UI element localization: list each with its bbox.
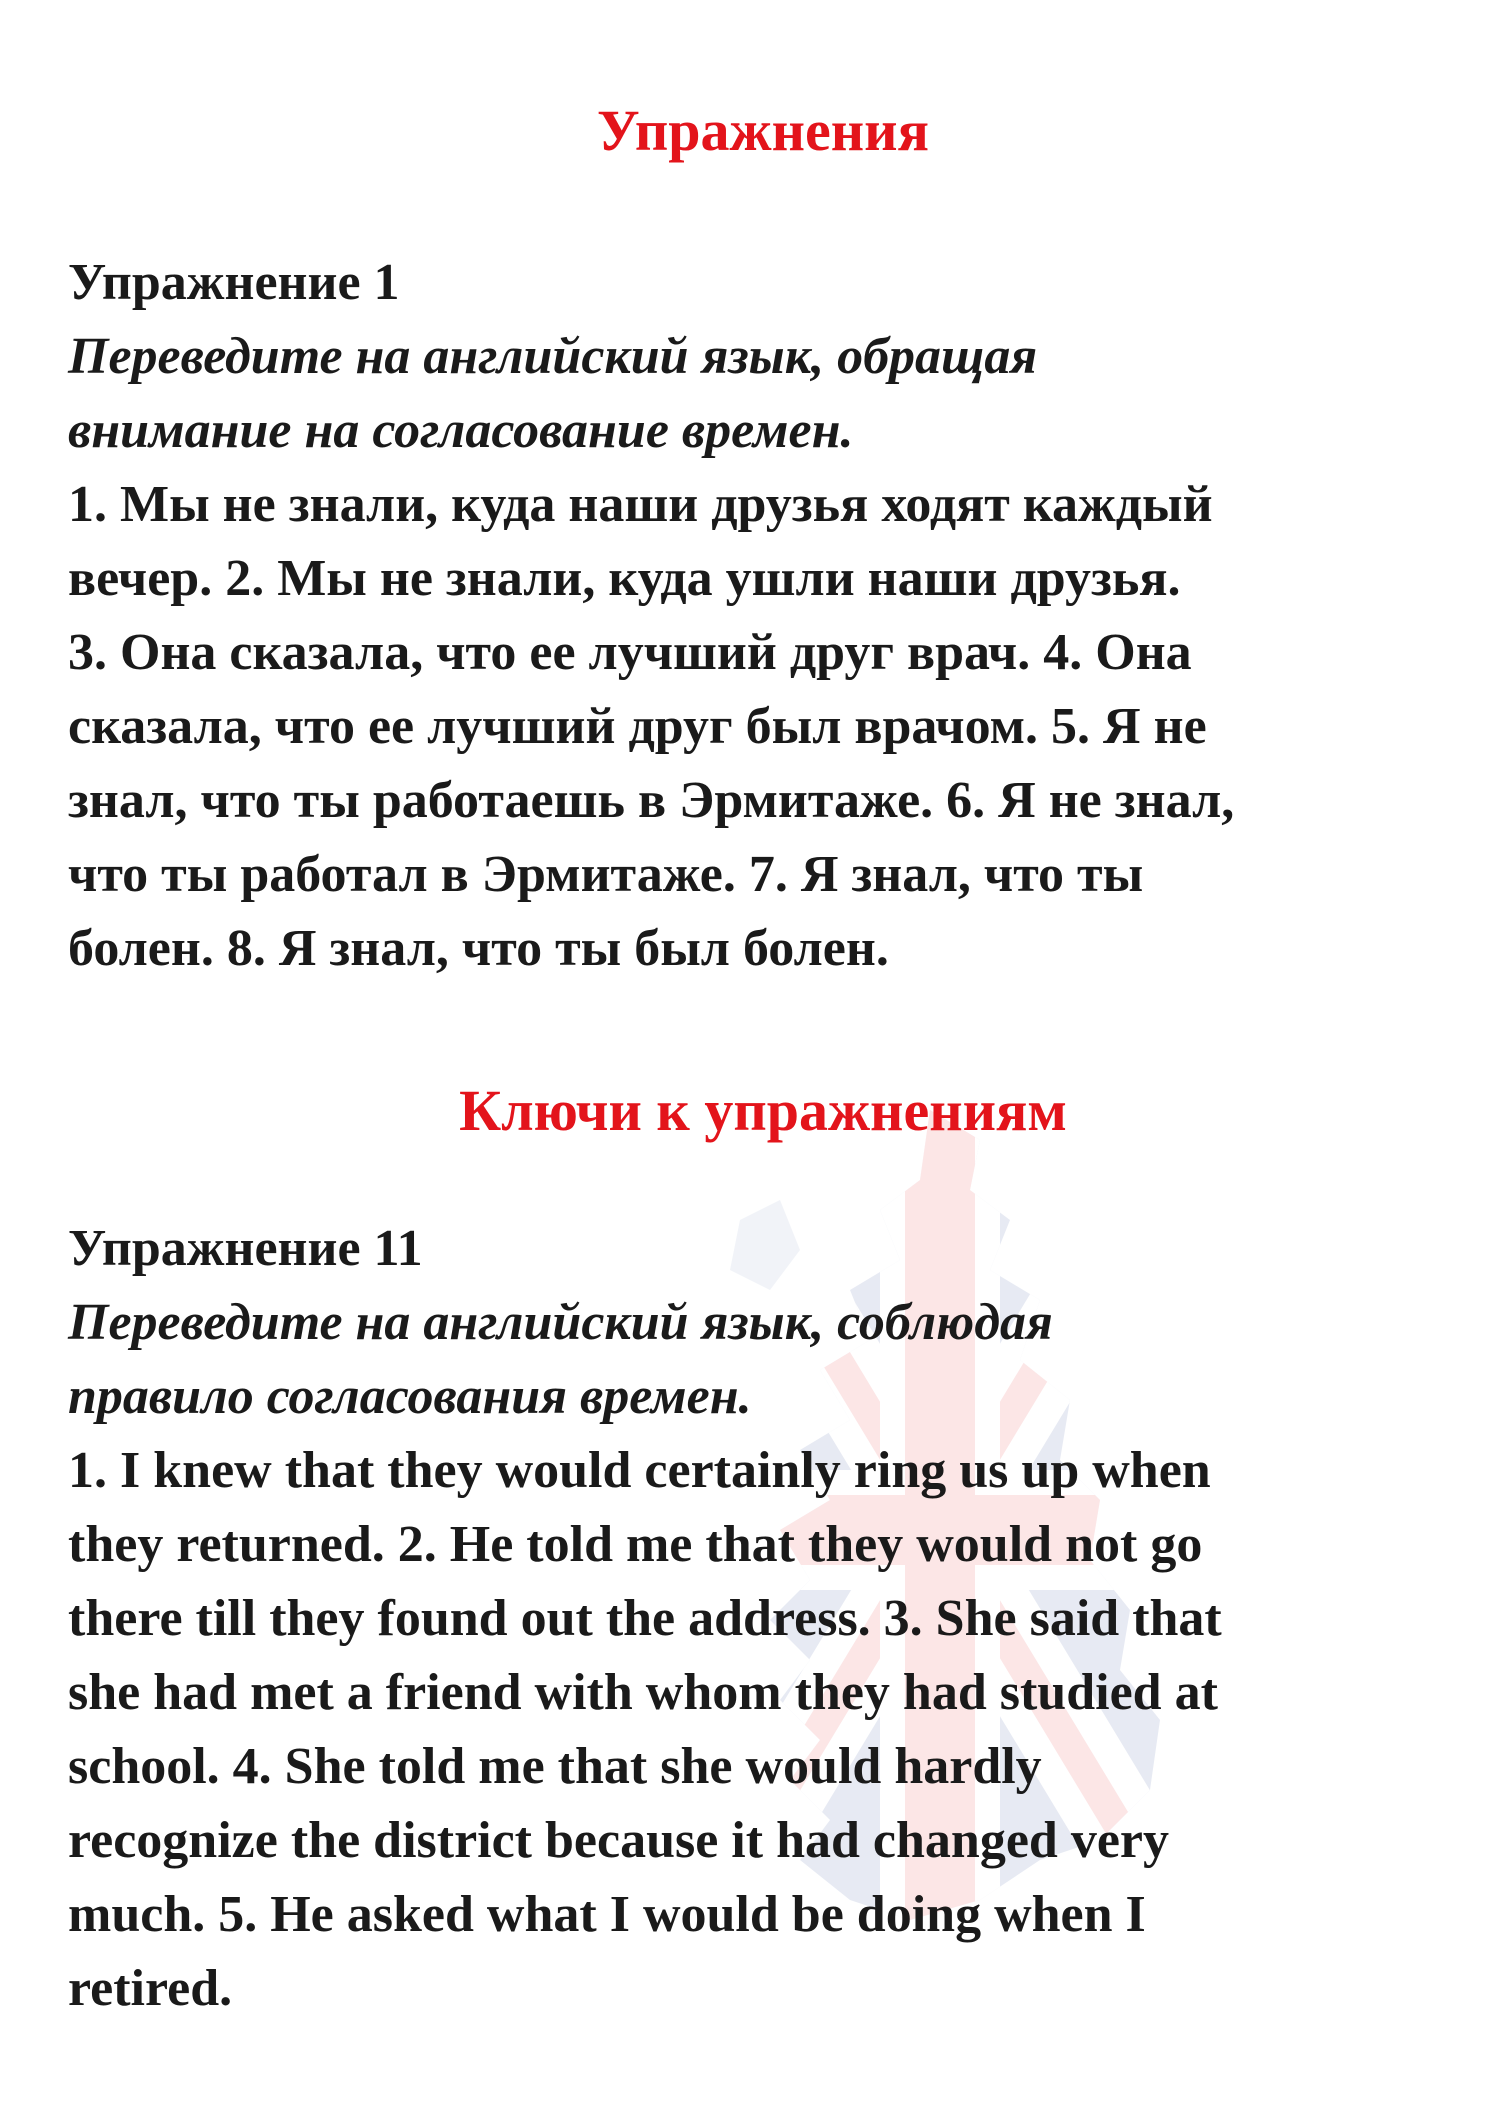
exercise-1-body-line: сказала, что ее лучший друг был врачом. 5. Я не [68,698,1207,755]
exercise-1-block [68,246,1458,986]
exercise-11-heading: Упражнение 11 [68,1220,423,1277]
keys-title: Ключи к упражнениям [459,1078,1067,1143]
exercise-1-body-line: 1. Мы не знали, куда наши друзья ходят каждый [68,476,1213,533]
exercises-title: Упражнения [597,98,929,163]
exercise-11-body-line: they returned. 2. He told me that they would not go [68,1516,1203,1573]
exercise-11-instruction-line-2: правило согласования времен. [68,1368,752,1425]
exercise-1-instruction-line-1: Переведите на английский язык, обращая [68,328,1038,385]
exercise-11-body-line: 1. I knew that they would certainly ring us up when [68,1442,1211,1499]
exercise-1-heading: Упражнение 1 [68,254,400,311]
exercise-11-body-line: she had met a friend with whom they had studied at [68,1664,1218,1721]
exercise-11-body-line: recognize the district because it had changed very [68,1812,1169,1869]
exercise-11-body-line: much. 5. He asked what I would be doing when I [68,1886,1146,1943]
exercise-11-body-line: there till they found out the address. 3. She said that [68,1590,1222,1647]
exercise-1-body-line: болен. 8. Я знал, что ты был болен. [68,920,889,977]
exercise-11-body-line: retired. [68,1960,233,2017]
exercise-1-body-line: знал, что ты работаешь в Эрмитаже. 6. Я не знал, [68,772,1235,829]
exercise-11-instruction-line-1: Переведите на английский язык, соблюдая [68,1294,1053,1351]
exercise-1-body-line: 3. Она сказала, что ее лучший друг врач. 4. Она [68,624,1192,681]
exercise-11-block [68,1212,1458,2026]
exercise-11-body-line: school. 4. She told me that she would hardly [68,1738,1042,1795]
exercise-1-body-line: что ты работал в Эрмитаже. 7. Я знал, что ты [68,846,1144,903]
exercise-1-instruction-line-2: внимание на согласование времен. [68,402,854,459]
exercise-1-body-line: вечер. 2. Мы не знали, куда ушли наши друзья. [68,550,1181,607]
